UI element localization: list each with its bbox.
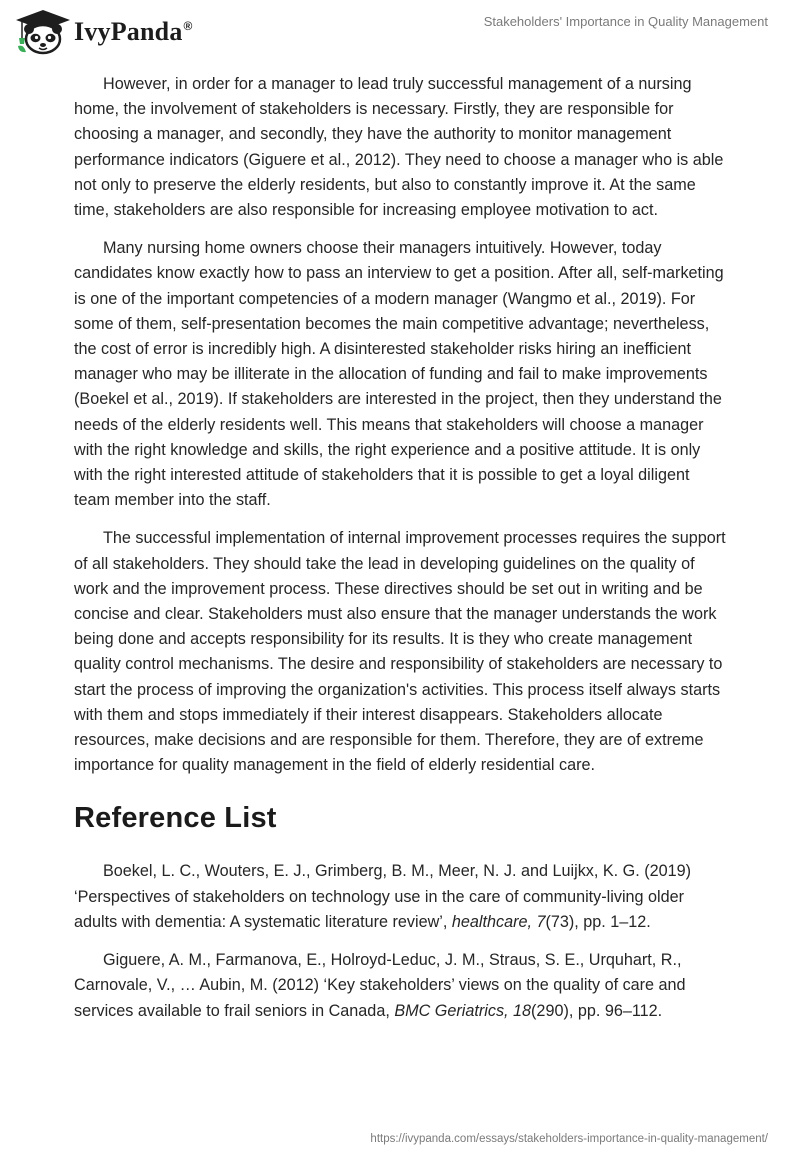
- essay-body: [74, 72, 728, 1037]
- reference-item: Boekel, L. C., Wouters, E. J., Grimberg, B. M., Meer, N. J. and Luijkx, K. G. (2019) ‘Perspectives of stakeholders on technology use in the care of community-living older adults with dementia: A systematic literature review’, healthcare, 7(73), pp. 1–12.: [74, 862, 692, 931]
- ivypanda-logo[interactable]: [14, 7, 214, 57]
- panda-graduate-icon: [14, 8, 72, 56]
- logo-wordmark: IvyPanda®: [74, 17, 193, 46]
- body-paragraph: The successful implementation of internal improvement processes requires the support of all stakeholders. They should take the lead in developing guidelines on the quality of work and the improvement process. These directives should be set out in writing and be concise and clear. Stakeholders must also ensure that the manager understands the work being done and accepts responsibility for its results. It is they who create management quality control mechanisms. The desire and responsibility of stakeholders are necessary to start the process of improving the organization's activities. This process itself always starts with them and stops immediately if their interest disappears. Stakeholders allocate resources, make decisions and are responsible for them. Therefore, they are of extreme importance for quality management in the field of elderly residential care.: [74, 529, 726, 775]
- page-header: [0, 0, 800, 60]
- journal-title: healthcare, 7: [451, 912, 546, 931]
- body-paragraph: Many nursing home owners choose their managers intuitively. However, today candidates know exactly how to pass an interview to get a position. After all, self-marketing is one of the important competencies of a modern manager (Wangmo et al., 2019). For some of them, self-presentation becomes the main competitive advantage; nevertheless, the cost of error is incredibly high. A disinterested stakeholder risks hiring an inefficient manager who may be illiterate in the allocation of funding and fail to make improvements (Boekel et al., 2019). If stakeholders are interested in the project, then they understand the needs of the elderly residents well. This means that stakeholders will choose a manager with the right knowledge and skills, the right experience and a positive attitude. It is only with the right interested attitude of stakeholders that it is possible to get a loyal diligent team member into the staff.: [74, 239, 724, 510]
- document-title: Stakeholders' Importance in Quality Management: [483, 14, 768, 29]
- body-paragraph: However, in order for a manager to lead truly successful management of a nursing home, the involvement of stakeholders is necessary. Firstly, they are responsible for choosing a manager, and secondly, they have the authority to monitor management performance indicators (Giguere et al., 2012). They need to choose a manager who is able not only to preserve the elderly residents, but also to constantly improve it. At the same time, stakeholders are also responsible for increasing employee motivation to act.: [74, 75, 724, 220]
- reference-list-heading: Reference List: [74, 802, 277, 835]
- reference-item: Giguere, A. M., Farmanova, E., Holroyd-Leduc, J. M., Straus, S. E., Urquhart, R., Carnovale, V., … Aubin, M. (2012) ‘Key stakeholders’ views on the quality of care and services available to frail seniors in Canada, BMC Geriatrics, 18(290), pp. 96–112.: [74, 951, 686, 1020]
- source-url-link[interactable]: https://ivypanda.com/essays/stakeholders-importance-in-quality-management/: [370, 1133, 768, 1145]
- journal-title: BMC Geriatrics, 18: [394, 1001, 532, 1020]
